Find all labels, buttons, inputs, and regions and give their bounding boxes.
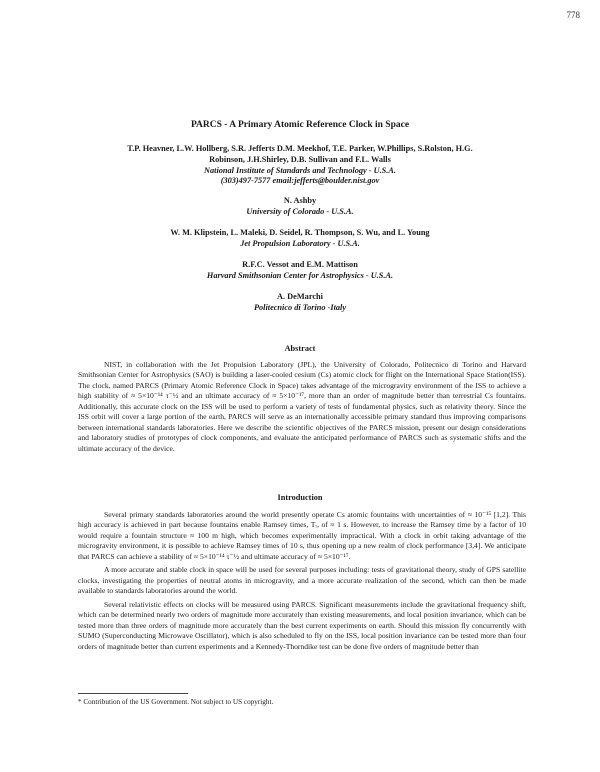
page-number: 778 (566, 10, 580, 20)
intro-paragraph: Several relativistic effects on clocks will be measured using PARCS. Significant measurements include the gravitational frequency shift, which can be determined nearly two orders of magnitude more accurately than existing measurements, and local position invariance, which can be tested more than three orders of magnitude more accurately than the best current experiments on earth. Should this mission fly concurrently with SUMO (Superconducting Microwave Oscillator), which is also scheduled to fly on the ISS, local position invariance can be tested more than four orders of magnitude better than current experiments and a Kennedy-Thorndike test can be done five orders of magnitude better than (78, 599, 526, 651)
affiliation: Harvard Smithsonian Center for Astrophysics - U.S.A. (206, 271, 394, 281)
affiliation: Jet Propulsion Laboratory - U.S.A. (240, 239, 360, 249)
paper-header (0, 120, 600, 323)
author-group-jpl (0, 227, 600, 249)
intro-paragraph: A more accurate and stable clock in space will be used for several purposes including: tests of gravitational theory, study of GPS satellite clocks, investigating the properties of neutral atoms in microgravity, and a more accurate realization of the second, which can then be made available to standards laboratories around the world. (78, 565, 526, 596)
author-list: T.P. Heavner, L.W. Hollberg, S.R. Jefferts D.M. Meekhof, T.E. Parker, W.Phillips, S.Rolston, H.G. Robinson, J.H.Shirley, D.B. Sullivan and F.L. Walls (127, 144, 473, 165)
abstract-text: NIST, in collaboration with the Jet Propulsion Laboratory (JPL), the University of Colorado, Politecnico di Torino and Harvard Smithsonian Center for Astrophysics (SAO) is building a laser-cooled cesium (Cs) atomic clock for flight on the International Space Station(ISS). The clock, named PARCS (Primary Atomic Reference Clock in Space) takes advantage of the microgravity environment of the ISS to achieve a high stability of ≈ 5×10⁻¹⁴ τ⁻½ and an ultimate accuracy of ≈ 5×10⁻¹⁷, more than an order of magnitude better than terrestrial Cs fountains. Additionally, this accurate clock on the ISS will be used to perform a variety of tests of fundamental physics, such as relativity theory. Since the ISS orbit will cover a large portion of the earth, PARCS will serve as an internationally accessible primary standard thus improving comparisons between international standards laboratories. Here we describe the scientific objectives of the PARCS mission, present our design considerations and laboratory studies of prototypes of clock components, and evaluate the anticipated performance of PARCS such as systematic shifts and the ultimate accuracy of the device. (78, 360, 526, 453)
footnote: * Contribution of the US Government. Not subject to US copyright. (78, 698, 274, 706)
introduction-body (78, 510, 526, 655)
abstract-heading: Abstract (284, 344, 316, 353)
footnote-divider (78, 693, 188, 694)
author-group-nist (0, 143, 600, 185)
affiliation: University of Colorado - U.S.A. (246, 207, 354, 217)
author-list: A. DeMarchi (277, 292, 323, 302)
affiliation: National Institute of Standards and Technology - U.S.A. (204, 166, 396, 176)
author-group-torino (0, 291, 600, 313)
author-list: W. M. Klipstein, L. Maleki, D. Seidel, R. Thompson, S. Wu, and L. Young (170, 228, 430, 238)
author-group-harvard (0, 259, 600, 281)
contact-info: (303)497-7577 email:jefferts@boulder.nist.gov (220, 176, 380, 186)
author-list: N. Ashby (283, 196, 317, 206)
introduction-heading: Introduction (277, 493, 323, 502)
affiliation: Politecnico di Torino -Italy (253, 303, 347, 313)
author-group-colorado (0, 195, 600, 217)
intro-paragraph: Several primary standards laboratories around the world presently operate Cs atomic fountains with uncertainties of ≈ 10⁻¹⁵ [1,2]. This high accuracy is achieved in part because fountains enable Ramsey times, Tᵣ, of ≈ 1 s. However, to increase the Ramsey time by a factor of 10 would require a fountain structure ≈ 100 m high, which becomes experimentally impractical. With a clock in orbit taking advantage of the microgravity environment, it is possible to achieve Ramsey times of 10 s, thus opening up a new realm of clock performance [3,4]. We anticipate that PARCS can achieve a stability of ≈ 5×10⁻¹⁴ τ⁻½ and ultimate accuracy of ≈ 5×10⁻¹⁷. (78, 510, 526, 561)
author-list: R.F.C. Vessot and E.M. Mattison (242, 260, 358, 270)
paper-title: PARCS - A Primary Atomic Reference Clock in Space (190, 120, 410, 130)
